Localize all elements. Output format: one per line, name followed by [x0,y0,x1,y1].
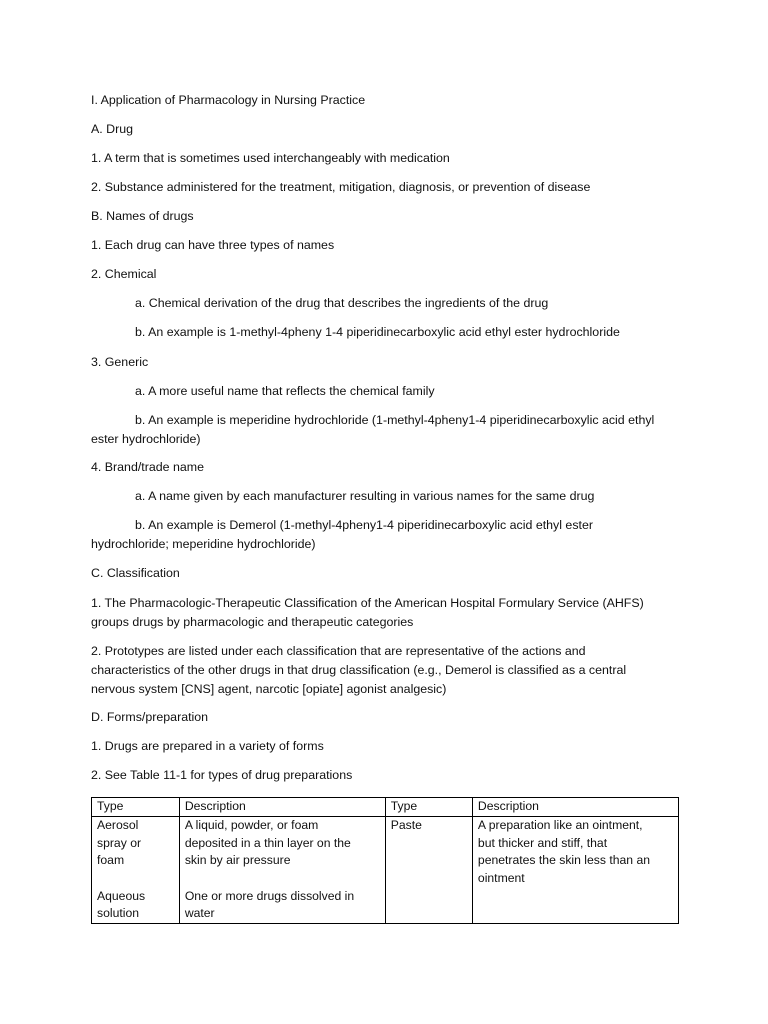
generic-label: 3. Generic [91,355,149,369]
section-d-item-2: 2. See Table 11-1 for types of drug preparations [91,768,353,782]
desc-aqueous-line-1: One or more drugs dissolved in [184,888,355,903]
generic-item-b [91,411,681,449]
desc-paste-line-1: A preparation like an ointment, [477,818,643,832]
type-aerosol-line-2: spray or [97,835,142,850]
section-a-item-1: 1. A term that is sometimes used interchangeably with medication [91,151,450,165]
section-c-item-1-line-2: groups drugs by pharmacologic and therapeutic categories [91,615,414,629]
section-c-item-2 [91,642,691,699]
table-cell-left-types [92,817,180,924]
table-header-type-2: Type [385,798,472,817]
section-d-item-1: 1. Drugs are prepared in a variety of forms [91,739,324,753]
desc-paste-line-4: ointment [477,870,525,885]
desc-aerosol-line-3: skin by air pressure [184,853,291,867]
brand-label: 4. Brand/trade name [91,460,204,474]
generic-item-b-line-1: b. An example is meperidine hydrochloride (1-methyl-4pheny1-4 piperidinecarboxylic acid ethyl [135,413,655,427]
type-aerosol-line-1: Aerosol [97,818,139,832]
brand-item-b-line-1: b. An example is Demerol (1-methyl-4pheny1-4 piperidinecarboxylic acid ethyl ester [135,518,593,532]
table-cell-right-description [472,817,678,924]
desc-aerosol-line-1: A liquid, powder, or foam [184,818,319,832]
generic-item-a: a. A more useful name that reflects the chemical family [135,384,435,398]
desc-paste-line-2: but thicker and stiff, that [477,835,608,850]
section-a-title: A. Drug [91,122,134,136]
desc-aqueous-line-2: water [184,906,215,920]
table-cell-left-descriptions [179,817,385,924]
table-cell-right-type [385,817,472,924]
document-heading: I. Application of Pharmacology in Nursing Practice [91,93,366,107]
table-row [92,817,679,924]
generic-item-b-line-2: ester hydrochloride) [91,432,201,446]
section-c-item-1 [91,594,691,632]
section-a-item-2: 2. Substance administered for the treatment, mitigation, diagnosis, or prevention of disease [91,180,591,194]
section-c-item-2-line-2: characteristics of the other drugs in that drug classification (e.g., Demerol is classified as a central [91,663,627,677]
desc-aerosol-line-2: deposited in a thin layer on the [184,835,351,850]
section-c-item-2-line-3: nervous system [CNS] agent, narcotic [opiate] agonist analgesic) [91,682,447,696]
chemical-item-b: b. An example is 1-methyl-4pheny 1-4 piperidinecarboxylic acid ethyl ester hydrochloride [135,325,620,339]
cell-spacer [185,870,380,888]
table-header-description-2: Description [472,798,678,817]
chemical-item-a: a. Chemical derivation of the drug that describes the ingredients of the drug [135,296,549,310]
type-aqueous-line-2: solution [97,906,140,920]
type-aerosol-line-3: foam [97,853,125,867]
table-header-row [92,798,679,817]
type-paste: Paste [390,818,422,832]
table-header-description-1: Description [179,798,385,817]
desc-paste-line-3: penetrates the skin less than an [477,853,651,867]
section-b-item-1: 1. Each drug can have three types of names [91,238,335,252]
brand-item-b-line-2: hydrochloride; meperidine hydrochloride) [91,537,316,551]
section-b-title: B. Names of drugs [91,209,194,223]
section-c-item-1-line-1: 1. The Pharmacologic-Therapeutic Classification of the American Hospital Formulary Service (AHFS) [91,596,644,610]
section-d-title: D. Forms/preparation [91,710,209,724]
type-aqueous-line-1: Aqueous [97,888,146,903]
brand-item-b [91,516,681,554]
cell-spacer [97,870,174,888]
brand-item-a: a. A name given by each manufacturer resulting in various names for the same drug [135,489,595,503]
drug-preparations-table [91,797,679,924]
table-header-type-1: Type [92,798,180,817]
section-c-item-2-line-1: 2. Prototypes are listed under each classification that are representative of the actions and [91,644,586,658]
chemical-label: 2. Chemical [91,267,157,281]
section-c-title: C. Classification [91,566,180,580]
